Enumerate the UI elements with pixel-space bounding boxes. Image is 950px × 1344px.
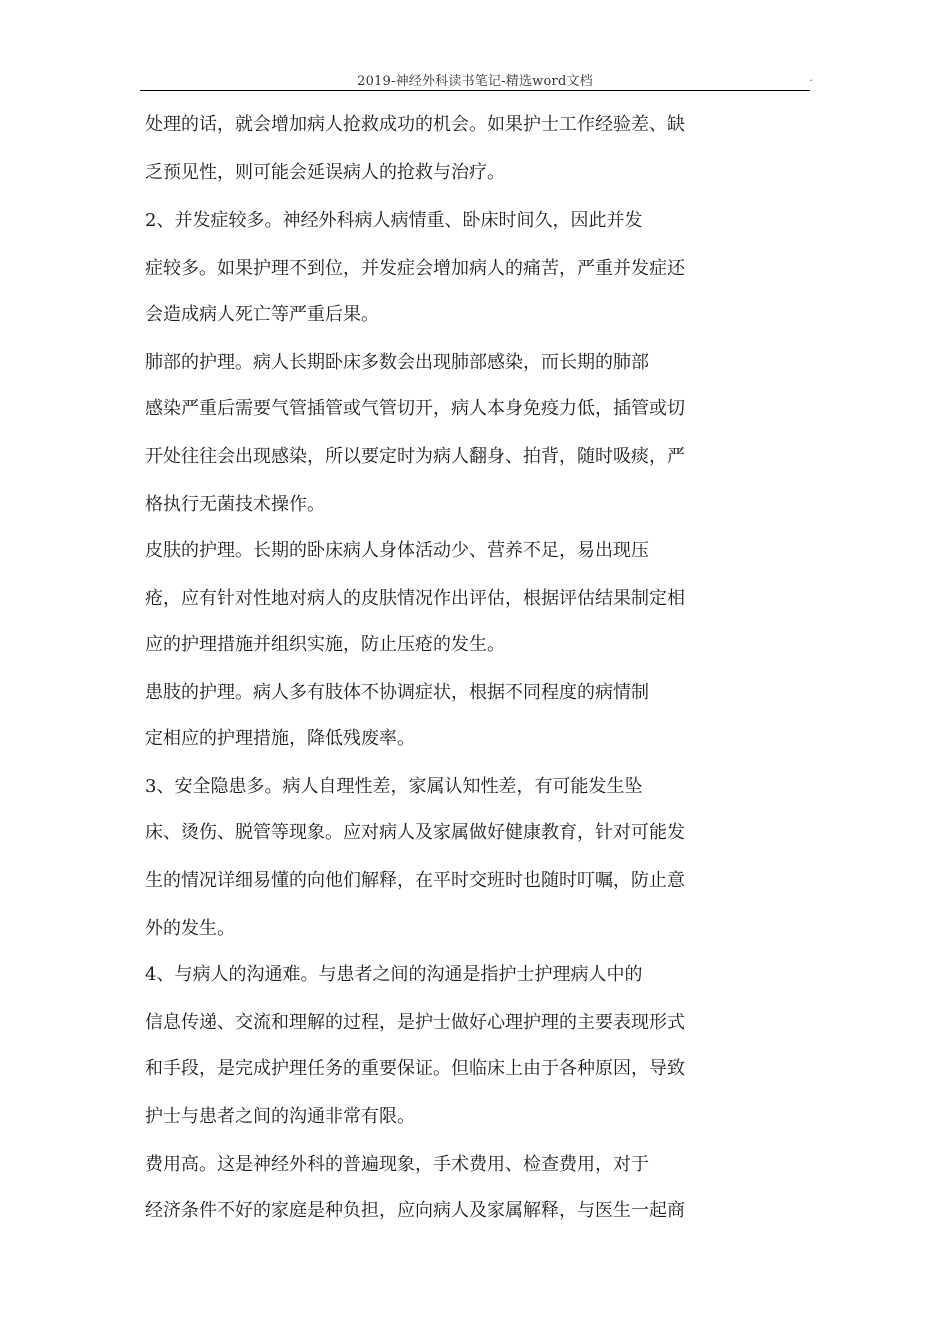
text-line: 信息传递、交流和理解的过程，是护士做好心理护理的主要表现形式 <box>145 1012 685 1033</box>
text-line: 床、烫伤、脱管等现象。应对病人及家属做好健康教育，针对可能发 <box>145 822 685 843</box>
text-line: 皮肤的护理。长期的卧床病人身体活动少、营养不足，易出现压 <box>145 540 649 561</box>
text-line: 患肢的护理。病人多有肢体不协调症状，根据不同程度的病情制 <box>145 682 649 703</box>
text-line: 症较多。如果护理不到位，并发症会增加病人的痛苦，严重并发症还 <box>145 258 685 279</box>
header-title: 2019-神经外科读书笔记-精选word文档 <box>357 74 593 89</box>
text-line: 乏预见性，则可能会延误病人的抢救与治疗。 <box>145 162 505 183</box>
text-line: 感染严重后需要气管插管或气管切开，病人本身免疫力低，插管或切 <box>145 398 685 419</box>
text-line: 和手段，是完成护理任务的重要保证。但临床上由于各种原因，导致 <box>145 1058 685 1079</box>
text-line: 肺部的护理。病人长期卧床多数会出现肺部感染，而长期的肺部 <box>145 352 649 373</box>
text-line: 3、安全隐患多。病人自理性差，家属认知性差，有可能发生坠 <box>145 776 643 797</box>
text-line: 疮，应有针对性地对病人的皮肤情况作出评估，根据评估结果制定相 <box>145 588 685 609</box>
text-line: 开处往往会出现感染，所以要定时为病人翻身、拍背，随时吸痰，严 <box>145 446 685 467</box>
text-line: 经济条件不好的家庭是种负担，应向病人及家属解释，与医生一起商 <box>145 1200 685 1221</box>
text-line: 2、并发症较多。神经外科病人病情重、卧床时间久，因此并发 <box>145 210 643 231</box>
text-line: 外的发生。 <box>145 918 235 939</box>
page-header <box>140 68 813 91</box>
text-line: 处理的话，就会增加病人抢救成功的机会。如果护士工作经验差、缺 <box>145 114 685 135</box>
text-line: 定相应的护理措施，降低残废率。 <box>145 728 415 749</box>
text-line: 费用高。这是神经外科的普遍现象，手术费用、检查费用，对于 <box>145 1154 649 1175</box>
text-line: 格执行无菌技术操作。 <box>145 494 325 515</box>
text-line: 会造成病人死亡等严重后果。 <box>145 304 379 325</box>
header-mark: · <box>809 74 813 87</box>
text-line: 应的护理措施并组织实施，防止压疮的发生。 <box>145 634 505 655</box>
text-line: 护士与患者之间的沟通非常有限。 <box>145 1106 415 1127</box>
text-line: 4、与病人的沟通难。与患者之间的沟通是指护士护理病人中的 <box>145 964 643 985</box>
text-line: 生的情况详细易懂的向他们解释，在平时交班时也随时叮嘱，防止意 <box>145 870 685 891</box>
